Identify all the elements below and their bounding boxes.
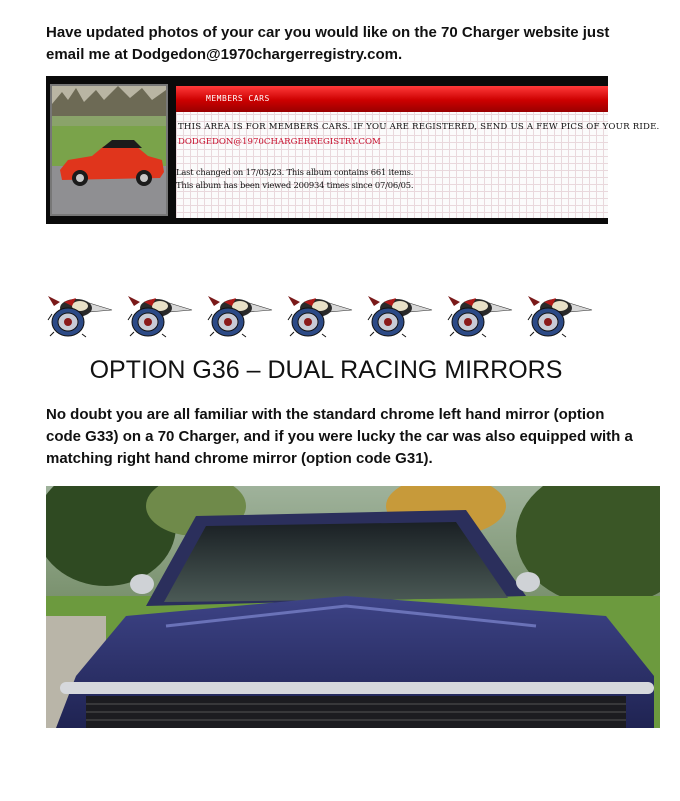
members-email-link[interactable]: DODGEDON@1970CHARGERREGISTRY.COM — [178, 137, 381, 147]
member-car-thumbnail[interactable] — [50, 84, 168, 216]
members-description: THIS AREA IS FOR MEMBERS CARS. IF YOU ARE REGISTERED, SEND US A FEW PICS OF YOUR RIDE. — [178, 122, 660, 132]
scat-pack-bee-icon — [446, 292, 513, 338]
scat-pack-mascot-row — [46, 292, 606, 338]
scat-pack-bee-icon — [366, 292, 433, 338]
members-info-panel — [176, 86, 660, 218]
charger-front-photo — [46, 486, 660, 728]
scat-pack-bee-icon — [206, 292, 273, 338]
intro-paragraph: No doubt you are all familiar with the standard chrome left hand mirror (option code G33) on a 70 Charger, and if you were lucky the car was also equipped with a matching right hand chrome mirror (option code G31). — [46, 406, 633, 467]
scat-pack-bee-icon — [286, 292, 353, 338]
members-cars-banner[interactable] — [46, 76, 660, 224]
scat-pack-bee-icon — [526, 292, 593, 338]
members-cars-title: MEMBERS CARS — [206, 94, 270, 103]
page-heading: OPTION G36 – DUAL RACING MIRRORS — [89, 356, 563, 384]
album-last-changed: Last changed on 17/03/23. This album contains 661 items. — [176, 167, 414, 177]
album-view-count: This album has been viewed 200934 times since 07/06/05. — [176, 180, 414, 190]
intro-text: Have updated photos of your car you would like on the 70 Charger website just email me at Dodgedon@1970chargerregistry.com. — [46, 24, 610, 63]
scat-pack-bee-icon — [126, 292, 193, 338]
members-cars-title-bar — [176, 86, 608, 112]
scat-pack-bee-icon — [46, 292, 113, 338]
